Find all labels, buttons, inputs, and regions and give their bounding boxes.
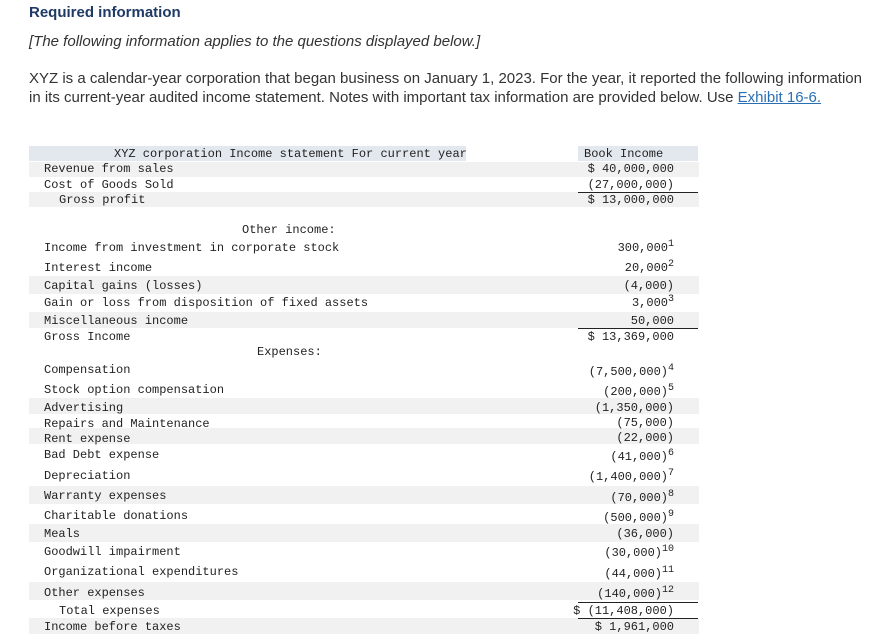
intro-text: XYZ is a calendar-year corporation that began business on January 1, 2023. For the year, it reported the following information in its current-year audited income statement. Notes with important tax information are provided below. Use [29, 70, 862, 106]
expense-value: (22,000) [616, 431, 674, 445]
expense-label: Goodwill impairment [44, 545, 181, 559]
other-income-value: 50,000 [630, 314, 674, 328]
other-income-label: Interest income [44, 261, 153, 275]
subtotal-rule [578, 618, 698, 619]
expense-value: (36,000) [616, 527, 674, 541]
income-before-taxes-label: Income before taxes [44, 620, 181, 634]
book-income-heading: Book Income [584, 147, 664, 161]
other-income-label: Gain or loss from disposition of fixed assets [44, 296, 369, 310]
expense-value: $(140,000)^{12}$ [597, 585, 674, 601]
expense-value: (1,350,000) [594, 401, 674, 415]
gross-income-label: Gross Income [44, 330, 131, 344]
required-information-title: Required information [29, 4, 181, 21]
expense-value: (75,000) [616, 416, 674, 430]
total-expenses-value: $ (11,408,000) [573, 604, 674, 618]
expense-label: Warranty expenses [44, 489, 167, 503]
cogs-label: Cost of Goods Sold [44, 178, 174, 192]
row-shade [29, 524, 699, 542]
expense-label: Bad Debt expense [44, 448, 160, 462]
expense-label: Stock option compensation [44, 383, 225, 397]
gross-profit-label: Gross profit [59, 193, 146, 207]
revenue-value: $ 40,000,000 [587, 162, 674, 176]
other-income-value: 20,000$^2$ [624, 259, 674, 275]
revenue-label: Revenue from sales [44, 162, 174, 176]
expense-value: $(7,500,000)^4$ [588, 363, 674, 379]
expense-value: $(44,000)^{11}$ [604, 565, 674, 581]
other-income-label: Capital gains (losses) [44, 279, 203, 293]
expense-label: Rent expense [44, 432, 131, 446]
expense-label: Depreciation [44, 469, 131, 483]
gross-income-value: $ 13,369,000 [587, 330, 674, 344]
other-income-heading: Other income: [242, 223, 336, 237]
income-before-taxes-value: $ 1,961,000 [594, 620, 674, 634]
exhibit-link[interactable]: Exhibit 16-6. [737, 89, 822, 106]
expense-value: $(70,000)^8$ [610, 489, 674, 505]
expense-value: $(41,000)^6$ [610, 448, 674, 464]
expense-label: Compensation [44, 363, 131, 377]
intro-paragraph [29, 69, 869, 107]
expense-value: $(1,400,000)^7$ [588, 468, 674, 484]
information-note: [The following information applies to the questions displayed below.] [29, 33, 481, 50]
cogs-value: (27,000,000) [587, 178, 674, 192]
expenses-heading: Expenses: [257, 345, 322, 359]
subtotal-rule [578, 328, 698, 329]
other-income-value: 300,000$^1$ [617, 239, 674, 255]
other-income-label: Income from investment in corporate stock [44, 241, 340, 255]
expense-value: $(200,000)^5$ [603, 383, 674, 399]
gross-profit-value: $ 13,000,000 [587, 193, 674, 207]
expense-label: Organizational expenditures [44, 565, 239, 579]
other-income-value: 3,000$^3$ [631, 294, 674, 310]
expense-value: $(30,000)^{10}$ [604, 544, 674, 560]
expense-label: Meals [44, 527, 81, 541]
statement-heading: XYZ corporation Income statement For current year [114, 147, 467, 161]
expense-label: Repairs and Maintenance [44, 417, 210, 431]
expense-label: Charitable donations [44, 509, 189, 523]
expense-label: Other expenses [44, 586, 145, 600]
other-income-label: Miscellaneous income [44, 314, 189, 328]
total-expenses-label: Total expenses [59, 604, 160, 618]
other-income-value: (4,000) [623, 279, 674, 293]
expense-label: Advertising [44, 401, 124, 415]
subtotal-rule [578, 602, 698, 603]
expense-value: $(500,000)^9$ [603, 509, 674, 525]
